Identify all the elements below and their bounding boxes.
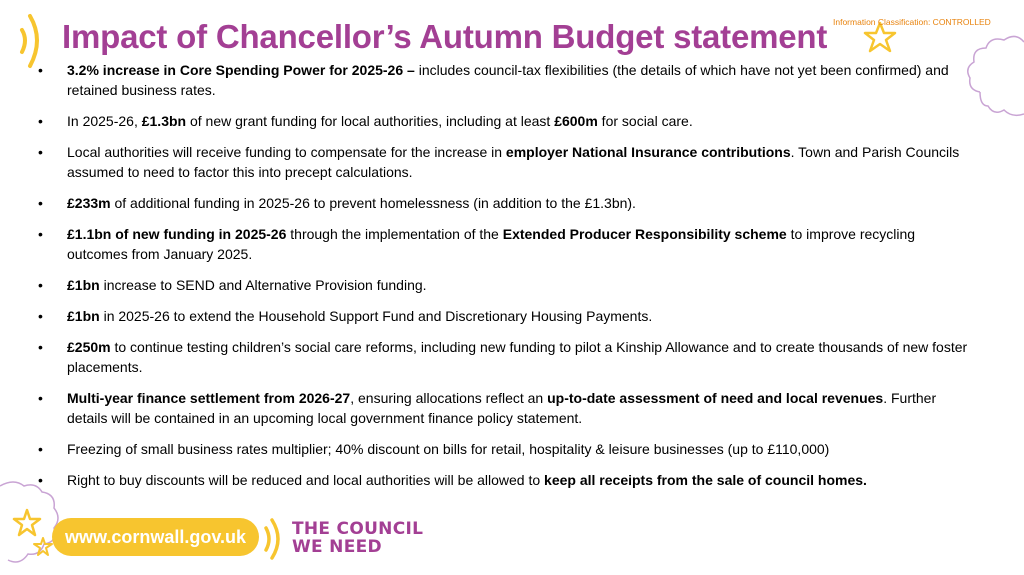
bullet-bold-text: Extended Producer Responsibility scheme <box>502 226 787 242</box>
bullet-bold-text: £1.3bn <box>141 113 187 129</box>
bullet-text: to continue testing children’s social care reforms, including new funding to pilot a Kinship Allowance and to create thousands of new foster placements. <box>67 339 968 375</box>
website-url[interactable]: www.cornwall.gov.uk <box>64 526 247 547</box>
page-title: Impact of Chancellor’s Autumn Budget statement <box>62 18 828 55</box>
bullet-bold-text: 3.2% increase in Core Spending Power for 2025-26 – <box>67 62 419 78</box>
bullet-bold-text: £1bn <box>67 308 100 324</box>
bullet-item <box>38 470 973 490</box>
star-icon <box>32 536 54 558</box>
bullet-text: through the implementation of the <box>286 226 503 242</box>
bullet-text: Local authorities will receive funding to compensate for the increase in <box>67 144 506 160</box>
classification-label: Information Classification: CONTROLLED <box>833 17 991 27</box>
council-logo <box>292 520 423 556</box>
bullet-dot: • <box>38 226 43 242</box>
bullet-item <box>38 388 973 428</box>
bullet-item <box>38 224 973 264</box>
bullet-text: in 2025-26 to extend the Household Support Fund and Discretionary Housing Payments. <box>99 308 653 324</box>
bullet-text: of new grant funding for local authorities, including at least <box>186 113 555 129</box>
bullet-dot: • <box>38 144 43 160</box>
bullet-dot: • <box>38 472 43 488</box>
bullet-bold-text: up-to-date assessment of need and local revenues <box>547 390 884 406</box>
bullet-item <box>38 193 973 213</box>
bullet-text: , ensuring allocations reflect an <box>350 390 548 406</box>
bullet-text: of additional funding in 2025-26 to prevent homelessness (in addition to the £1.3bn). <box>110 195 636 211</box>
bullet-bold-text: £1bn <box>67 277 100 293</box>
bullet-text: increase to SEND and Alternative Provision funding. <box>99 277 427 293</box>
bullet-text: Freezing of small business rates multiplier; 40% discount on bills for retail, hospitality & leisure businesses (up to £110,000) <box>67 441 830 457</box>
bullet-text: . Town and Parish Councils assumed to need to factor this into precept calculations. <box>67 144 960 180</box>
bullet-list <box>38 60 973 501</box>
bullet-item <box>38 275 973 295</box>
bullet-text: . Further details will be contained in an upcoming local government finance policy statement. <box>67 390 937 426</box>
bullet-dot: • <box>38 113 43 129</box>
bullet-item <box>38 60 973 100</box>
bullet-text: In 2025-26, <box>67 113 142 129</box>
bullet-dot: • <box>38 277 43 293</box>
bullet-bold-text: £600m <box>554 113 598 129</box>
bullet-bold-text: keep all receipts from the sale of council homes. <box>544 472 867 488</box>
bullet-item <box>38 439 973 459</box>
logo-line-1: THE COUNCIL <box>292 519 424 539</box>
bullet-item <box>38 111 973 131</box>
bullet-bold-text: £1.1bn of new funding in 2025-26 <box>67 226 287 242</box>
star-icon <box>12 508 42 538</box>
bullet-item <box>38 337 973 377</box>
bullet-bold-text: £233m <box>67 195 111 211</box>
bullet-dot: • <box>38 62 43 78</box>
bullet-item <box>38 306 973 326</box>
bullet-text: to improve recycling outcomes from January 2025. <box>67 226 916 262</box>
website-link[interactable] <box>52 518 259 556</box>
bullet-dot: • <box>38 339 43 355</box>
bullet-dot: • <box>38 308 43 324</box>
bullet-bold-text: Multi-year finance settlement from 2026-27 <box>67 390 351 406</box>
bullet-item <box>38 142 973 182</box>
bullet-bold-text: employer National Insurance contributions <box>505 144 791 160</box>
bullet-text: includes council-tax flexibilities (the details of which have not yet been confirmed) and retained business rates. <box>67 62 949 98</box>
speech-arcs-icon <box>262 518 284 560</box>
bullet-text: for social care. <box>597 113 693 129</box>
bullet-dot: • <box>38 441 43 457</box>
bullet-bold-text: £250m <box>67 339 111 355</box>
bullet-dot: • <box>38 195 43 211</box>
bullet-text: Right to buy discounts will be reduced and local authorities will be allowed to <box>67 472 545 488</box>
bullet-dot: • <box>38 390 43 406</box>
logo-line-2: WE NEED <box>292 537 382 557</box>
